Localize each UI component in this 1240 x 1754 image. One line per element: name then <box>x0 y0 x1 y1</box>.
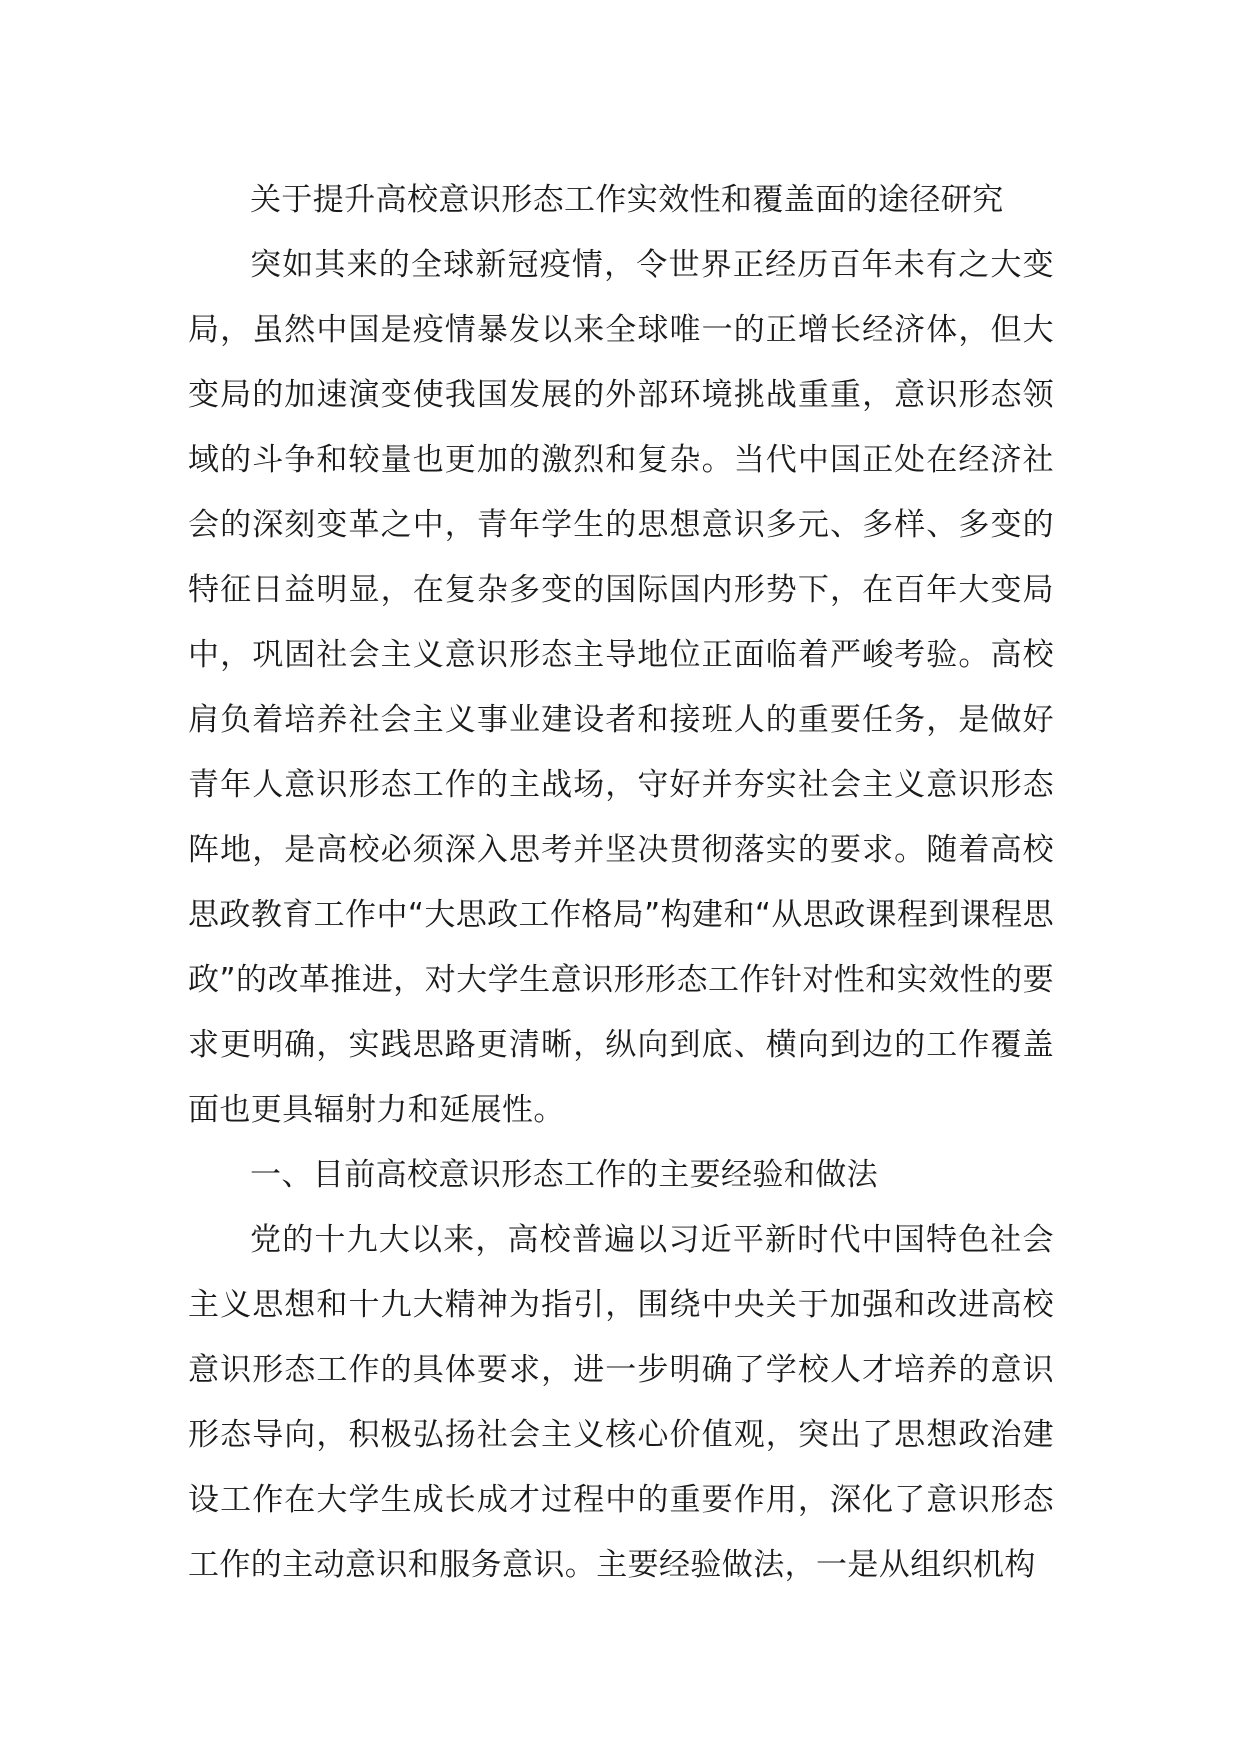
section-paragraph: 党的十九大以来，高校普遍以习近平新时代中国特色社会主义思想和十九大精神为指引，围绕中央关于加强和改进高校意识形态工作的具体要求，进一步明确了学校人才培养的意识形态导向，积极弘扬社会主义核心价值观，突出了思想政治建设工作在大学生成长成才过程中的重要作用，深化了意识形态工作的主动意识和服务意识。主要经验做法，一是从组织机构 <box>188 1222 1054 1583</box>
section-heading: 一、目前高校意识形态工作的主要经验和做法 <box>250 1157 878 1193</box>
document-body <box>188 168 1054 1598</box>
document-title: 关于提升高校意识形态工作实效性和覆盖面的途径研究 <box>250 182 1004 218</box>
intro-paragraph: 突如其来的全球新冠疫情，令世界正经历百年未有之大变局，虽然中国是疫情暴发以来全球唯一的正增长经济体，但大变局的加速演变使我国发展的外部环境挑战重重，意识形态领域的斗争和较量也更加的激烈和复杂。当代中国正处在经济社会的深刻变革之中，青年学生的思想意识多元、多样、多变的特征日益明显，在复杂多变的国际国内形势下，在百年大变局中，巩固社会主义意识形态主导地位正面临着严峻考验。高校肩负着培养社会主义事业建设者和接班人的重要任务，是做好青年人意识形态工作的主战场，守好并夯实社会主义意识形态阵地，是高校必须深入思考并坚决贯彻落实的要求。随着高校思政教育工作中“大思政工作格局”构建和“从思政课程到课程思政”的改革推进，对大学生意识形形态工作针对性和实效性的要求更明确，实践思路更清晰，纵向到底、横向到边的工作覆盖面也更具辐射力和延展性。 <box>188 247 1054 1128</box>
